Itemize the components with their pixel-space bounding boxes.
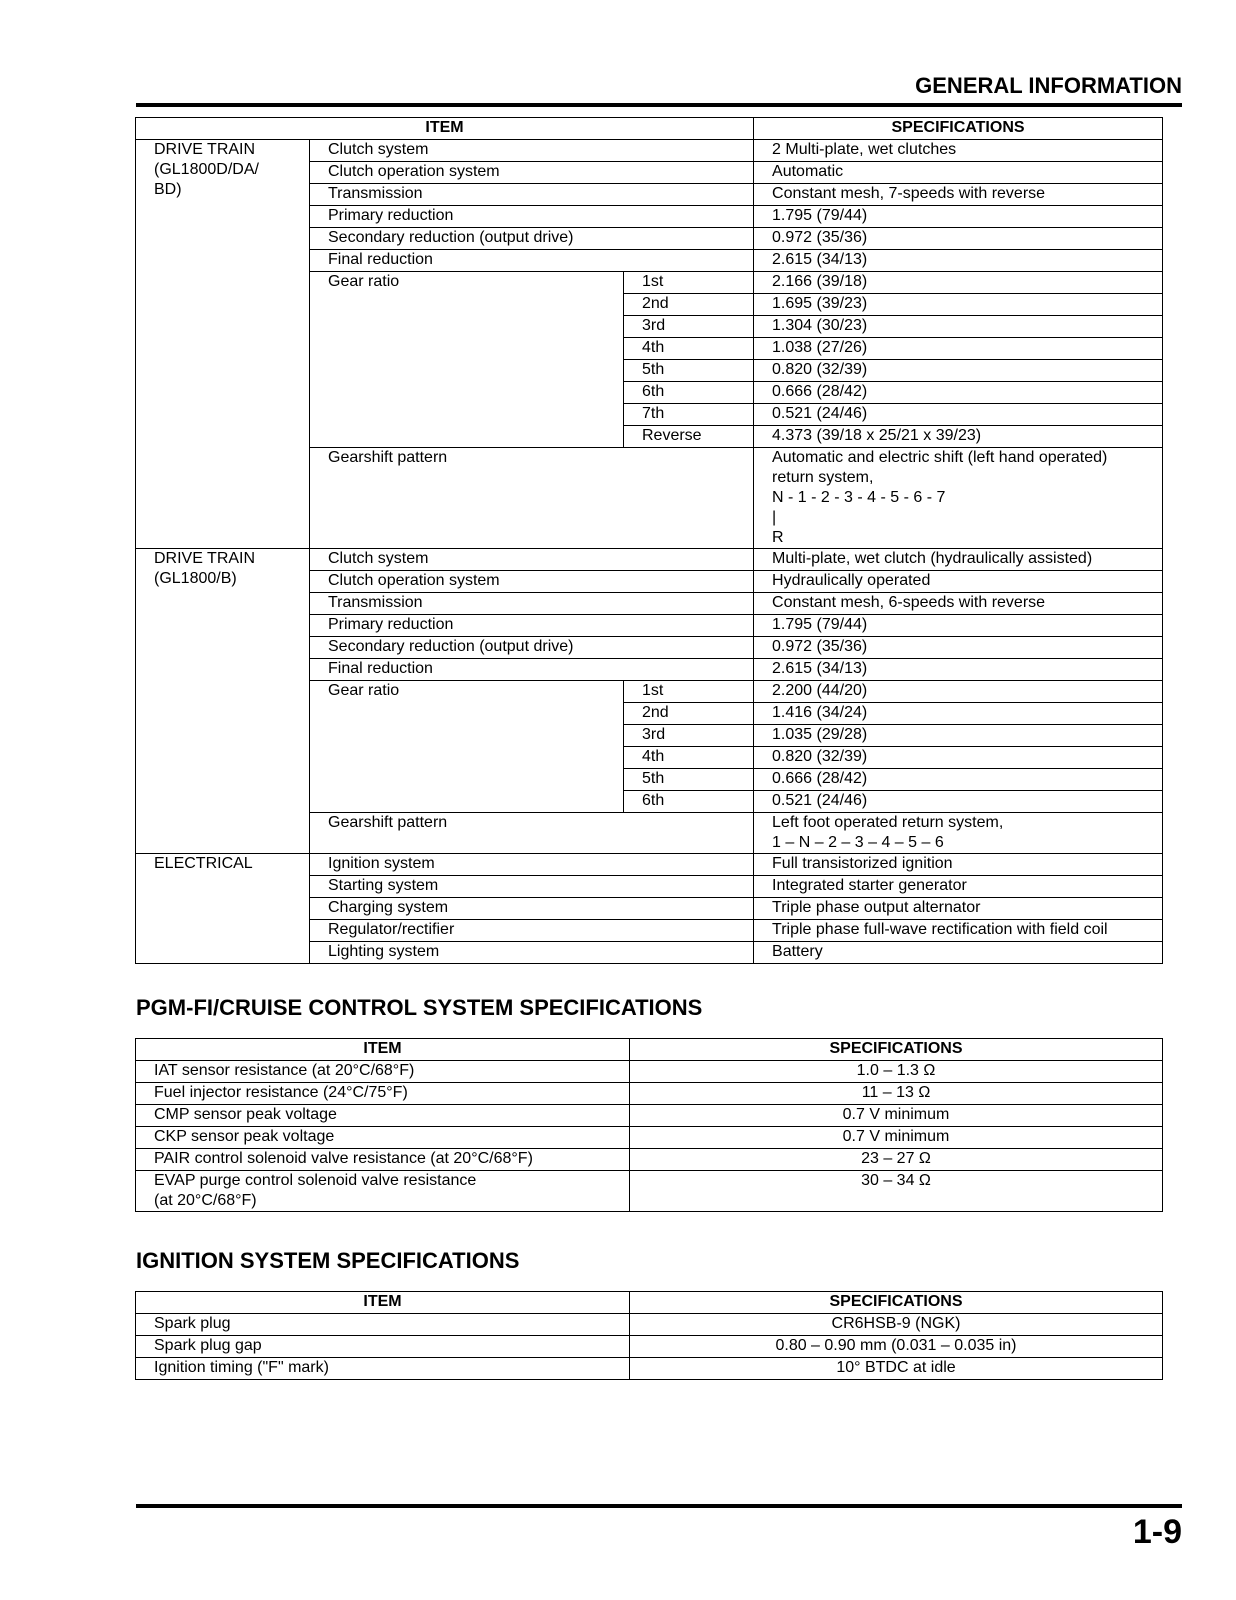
spec-cell: 1.795 (79/44): [754, 206, 1163, 228]
gear-cell: 7th: [624, 404, 754, 426]
gearshift-item: Gearshift pattern: [310, 813, 754, 854]
drive-train-electrical-table: [135, 117, 1163, 964]
spec-cell: 1.304 (30/23): [754, 316, 1163, 338]
spec-cell: 2.615 (34/13): [754, 659, 1163, 681]
item-cell: Primary reduction: [310, 615, 754, 637]
item-cell: Secondary reduction (output drive): [310, 637, 754, 659]
spec-cell: Triple phase output alternator: [754, 898, 1163, 920]
spec-cell: 1.795 (79/44): [754, 615, 1163, 637]
item-cell: Ignition timing ("F" mark): [136, 1358, 630, 1380]
group-name: DRIVE TRAIN (GL1800/B): [136, 549, 310, 854]
item-cell: Final reduction: [310, 250, 754, 272]
gear-cell: 1st: [624, 681, 754, 703]
table-row: [136, 1171, 1163, 1212]
item-cell: EVAP purge control solenoid valve resistance (at 20°C/68°F): [136, 1171, 630, 1212]
table-row: [136, 854, 1163, 876]
table-row: [136, 1314, 1163, 1336]
item-cell: Spark plug: [136, 1314, 630, 1336]
spec-cell: 0.80 – 0.90 mm (0.031 – 0.035 in): [630, 1336, 1163, 1358]
spec-cell: Integrated starter generator: [754, 876, 1163, 898]
spec-cell: 0.820 (32/39): [754, 747, 1163, 769]
gear-cell: 1st: [624, 272, 754, 294]
item-cell: PAIR control solenoid valve resistance (at 20°C/68°F): [136, 1149, 630, 1171]
pgm-fi-spec-table: [135, 1038, 1163, 1212]
spec-cell: Battery: [754, 942, 1163, 964]
table-row: [136, 1061, 1163, 1083]
gear-cell: 5th: [624, 360, 754, 382]
page-number: 1-9: [1132, 1513, 1182, 1551]
spec-cell: Multi-plate, wet clutch (hydraulically assisted): [754, 549, 1163, 571]
item-cell: Primary reduction: [310, 206, 754, 228]
spec-cell: 30 – 34 Ω: [630, 1171, 1163, 1212]
spec-cell: Triple phase full-wave rectification with field coil: [754, 920, 1163, 942]
spec-cell: 23 – 27 Ω: [630, 1149, 1163, 1171]
col-header-item: ITEM: [136, 1292, 630, 1314]
spec-cell: 1.038 (27/26): [754, 338, 1163, 360]
ignition-spec-table: [135, 1291, 1163, 1380]
gearshift-item: Gearshift pattern: [310, 448, 754, 549]
item-cell: CKP sensor peak voltage: [136, 1127, 630, 1149]
table-row: [136, 1083, 1163, 1105]
col-header-spec: SPECIFICATIONS: [754, 118, 1163, 140]
spec-cell: 0.666 (28/42): [754, 382, 1163, 404]
item-cell: IAT sensor resistance (at 20°C/68°F): [136, 1061, 630, 1083]
col-header-spec: SPECIFICATIONS: [630, 1292, 1163, 1314]
gear-cell: Reverse: [624, 426, 754, 448]
spec-cell: 0.521 (24/46): [754, 404, 1163, 426]
gear-cell: 2nd: [624, 703, 754, 725]
item-cell: Clutch system: [310, 549, 754, 571]
item-cell: Ignition system: [310, 854, 754, 876]
spec-cell: Full transistorized ignition: [754, 854, 1163, 876]
spec-cell: 4.373 (39/18 x 25/21 x 39/23): [754, 426, 1163, 448]
gearshift-spec: Left foot operated return system, 1 – N – 2 – 3 – 4 – 5 – 6: [754, 813, 1163, 854]
spec-cell: 2 Multi-plate, wet clutches: [754, 140, 1163, 162]
spec-cell: Automatic: [754, 162, 1163, 184]
spec-cell: 2.615 (34/13): [754, 250, 1163, 272]
item-cell: Starting system: [310, 876, 754, 898]
item-cell: Clutch operation system: [310, 571, 754, 593]
header-row: [136, 1292, 1163, 1314]
item-cell: Spark plug gap: [136, 1336, 630, 1358]
pgm-section-title: PGM-FI/CRUISE CONTROL SYSTEM SPECIFICATIONS: [136, 995, 703, 1020]
spec-cell: 0.7 V minimum: [630, 1127, 1163, 1149]
item-cell: Transmission: [310, 593, 754, 615]
col-header-spec: SPECIFICATIONS: [630, 1039, 1163, 1061]
gear-cell: 5th: [624, 769, 754, 791]
item-cell: CMP sensor peak voltage: [136, 1105, 630, 1127]
header-rule: [136, 103, 1182, 107]
group-name: ELECTRICAL: [136, 854, 310, 964]
item-cell: Fuel injector resistance (24°C/75°F): [136, 1083, 630, 1105]
page-header-title: GENERAL INFORMATION: [915, 73, 1182, 98]
group-name: DRIVE TRAIN (GL1800D/DA/ BD): [136, 140, 310, 549]
spec-cell: 1.035 (29/28): [754, 725, 1163, 747]
item-cell: Regulator/rectifier: [310, 920, 754, 942]
spec-cell: 0.972 (35/36): [754, 228, 1163, 250]
table-row: [136, 1336, 1163, 1358]
header-row: [136, 118, 1163, 140]
col-header-item: ITEM: [136, 1039, 630, 1061]
table-row: [136, 549, 1163, 571]
gear-ratio-label: Gear ratio: [310, 681, 624, 813]
col-header-item: ITEM: [136, 118, 754, 140]
table-row: [136, 1127, 1163, 1149]
item-cell: Secondary reduction (output drive): [310, 228, 754, 250]
header-row: [136, 1039, 1163, 1061]
footer-rule: [136, 1504, 1182, 1508]
ignition-section-title: IGNITION SYSTEM SPECIFICATIONS: [136, 1248, 520, 1273]
gear-cell: 6th: [624, 791, 754, 813]
spec-cell: 10° BTDC at idle: [630, 1358, 1163, 1380]
spec-cell: 11 – 13 Ω: [630, 1083, 1163, 1105]
gear-cell: 4th: [624, 338, 754, 360]
table-row: [136, 140, 1163, 162]
gear-cell: 3rd: [624, 316, 754, 338]
table-row: [136, 1149, 1163, 1171]
item-cell: Lighting system: [310, 942, 754, 964]
spec-cell: Constant mesh, 6-speeds with reverse: [754, 593, 1163, 615]
spec-cell: Hydraulically operated: [754, 571, 1163, 593]
spec-cell: 0.521 (24/46): [754, 791, 1163, 813]
gear-cell: 4th: [624, 747, 754, 769]
spec-cell: Constant mesh, 7-speeds with reverse: [754, 184, 1163, 206]
spec-cell: 0.7 V minimum: [630, 1105, 1163, 1127]
gear-ratio-label: Gear ratio: [310, 272, 624, 448]
gear-cell: 2nd: [624, 294, 754, 316]
item-cell: Clutch system: [310, 140, 754, 162]
spec-cell: 1.695 (39/23): [754, 294, 1163, 316]
table-row: [136, 1105, 1163, 1127]
item-cell: Transmission: [310, 184, 754, 206]
spec-cell: 2.166 (39/18): [754, 272, 1163, 294]
gear-cell: 3rd: [624, 725, 754, 747]
spec-cell: 0.972 (35/36): [754, 637, 1163, 659]
item-cell: Final reduction: [310, 659, 754, 681]
item-cell: Charging system: [310, 898, 754, 920]
spec-cell: 0.666 (28/42): [754, 769, 1163, 791]
item-cell: Clutch operation system: [310, 162, 754, 184]
spec-cell: 1.0 – 1.3 Ω: [630, 1061, 1163, 1083]
spec-cell: 1.416 (34/24): [754, 703, 1163, 725]
spec-cell: CR6HSB-9 (NGK): [630, 1314, 1163, 1336]
gear-cell: 6th: [624, 382, 754, 404]
spec-cell: 2.200 (44/20): [754, 681, 1163, 703]
spec-cell: 0.820 (32/39): [754, 360, 1163, 382]
table-row: [136, 1358, 1163, 1380]
gearshift-spec: Automatic and electric shift (left hand operated) return system, N - 1 - 2 - 3 - 4 - 5 - 6 - 7 | R: [754, 448, 1163, 549]
